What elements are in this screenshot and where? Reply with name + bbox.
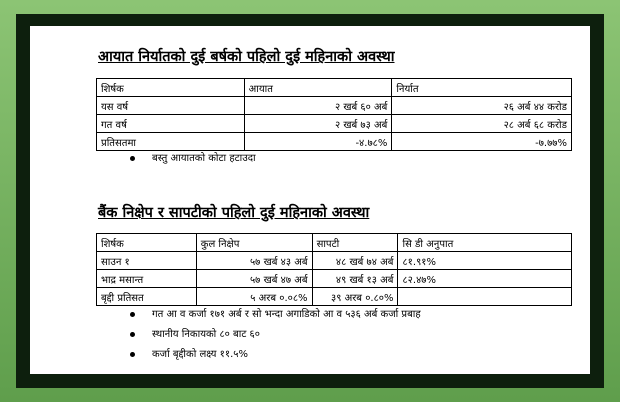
row-label: गत वर्ष (97, 115, 245, 133)
row-label: बृद्दी प्रतिसत (97, 288, 197, 306)
trade-table (96, 78, 572, 151)
table-header-row (97, 79, 572, 97)
export-value: २८ अर्ब ६८ करोड (392, 115, 572, 133)
header-cell: कुल निक्षेप (196, 234, 312, 252)
cd-ratio-value: ८२.४७% (398, 270, 572, 288)
list-item (126, 308, 421, 328)
table-row (97, 133, 572, 151)
slide (30, 26, 590, 374)
section1-bullets (126, 152, 256, 172)
table-header-row (97, 234, 572, 252)
export-value: -७.७७% (392, 133, 572, 151)
table-row (97, 97, 572, 115)
deposit-value: ५ अरब ०.०८% (196, 288, 312, 306)
bank-table (96, 233, 572, 306)
section2-heading: बैंक निक्षेप र सापटीको पहिलो दुई महिनाको अवस्था (98, 205, 370, 221)
row-label: यस वर्ष (97, 97, 245, 115)
list-item (126, 348, 421, 368)
header-cell: शिर्षक (97, 79, 245, 97)
list-item (126, 328, 421, 348)
bullet-icon (130, 312, 135, 317)
bullet-text: गत आ व कर्जा १७१ अर्ब र सो भन्दा अगाडिको आ व ५३६ अर्ब कर्जा प्रबाह (152, 309, 421, 320)
list-item (126, 152, 256, 172)
deposit-value: ५७ खर्ब ४७ अर्ब (196, 270, 312, 288)
import-value: २ खर्ब ६० अर्ब (244, 97, 392, 115)
table-row (97, 270, 572, 288)
section2-bullets (126, 308, 421, 368)
row-label: प्रतिसतमा (97, 133, 245, 151)
header-cell: सि डी अनुपात (398, 234, 572, 252)
loan-value: ४९ खर्ब १३ अर्ब (312, 270, 398, 288)
bullet-icon (130, 156, 135, 161)
bullet-text: स्थानीय निकायको ८० बाट ६० (152, 329, 260, 340)
section1-heading: आयात निर्यातको दुई बर्षको पहिलो दुई महिनाको अवस्था (98, 49, 395, 65)
table-row (97, 288, 572, 306)
row-label: साउन १ (97, 252, 197, 270)
table-row (97, 115, 572, 133)
loan-value: ३९ अरब ०.८०% (312, 288, 398, 306)
bullet-text: बस्तु आयातको कोटा हटाउदा (152, 153, 256, 164)
header-cell: शिर्षक (97, 234, 197, 252)
loan-value: ४८ खर्ब ७४ अर्ब (312, 252, 398, 270)
bullet-icon (130, 332, 135, 337)
bullet-text: कर्जा बृद्दीको लक्ष्य ११.५% (152, 349, 248, 360)
table-row (97, 252, 572, 270)
row-label: भाद्र मसान्त (97, 270, 197, 288)
header-cell: सापटी (312, 234, 398, 252)
cd-ratio-value: ८१.९१% (398, 252, 572, 270)
header-cell: आयात (244, 79, 392, 97)
cd-ratio-value (398, 288, 572, 306)
import-value: -४.७८% (244, 133, 392, 151)
import-value: २ खर्ब ७३ अर्ब (244, 115, 392, 133)
bullet-icon (130, 352, 135, 357)
deposit-value: ५७ खर्ब ४३ अर्ब (196, 252, 312, 270)
export-value: २६ अर्ब ४४ करोड (392, 97, 572, 115)
header-cell: निर्यात (392, 79, 572, 97)
